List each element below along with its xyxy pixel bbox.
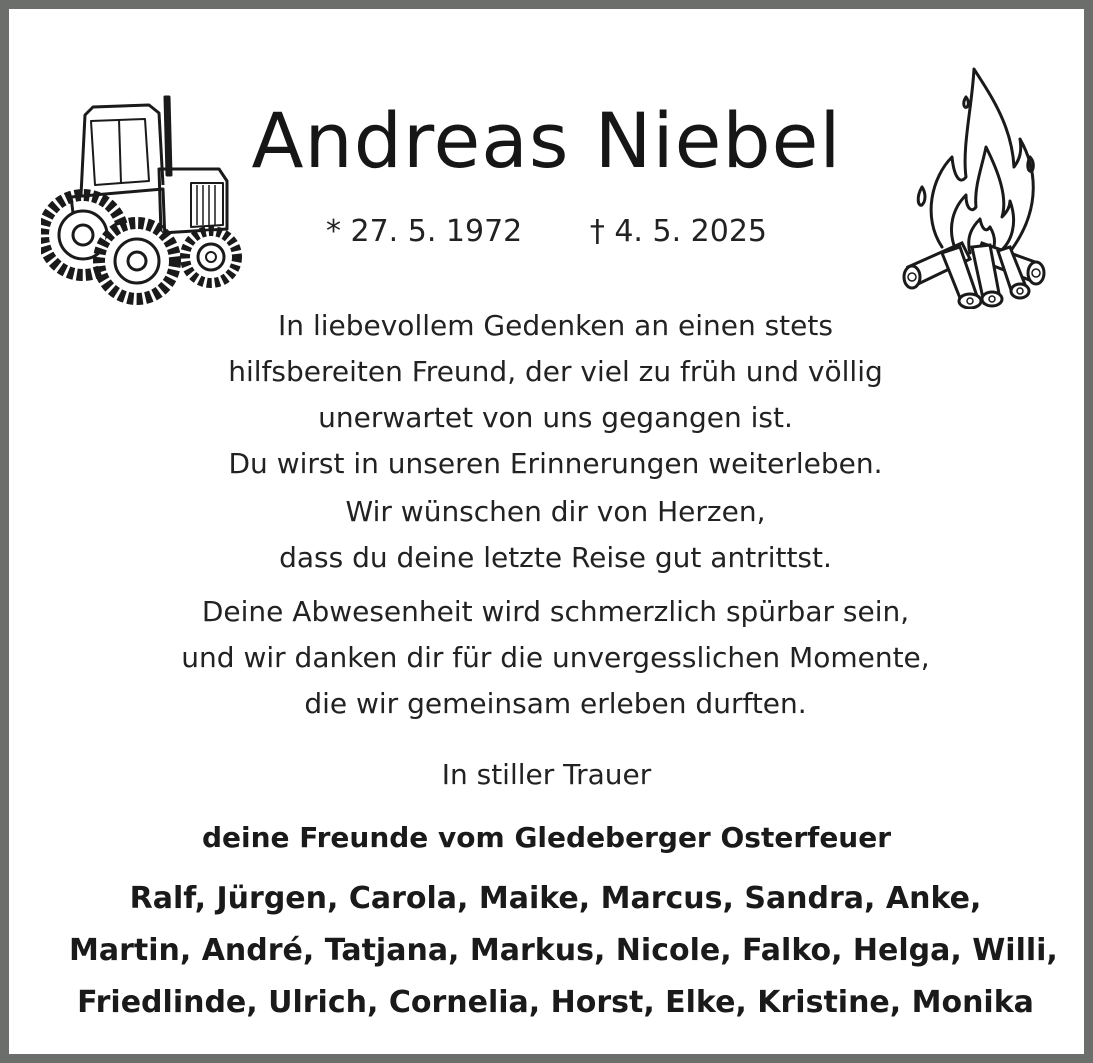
- memorial-paragraph-3: [109, 589, 1002, 727]
- names-line: Ralf, Jürgen, Carola, Maike, Marcus, Sandra, Anke,: [129, 881, 982, 916]
- text-line: Wir wünschen dir von Herzen,: [345, 495, 766, 528]
- text-line: die wir gemeinsam erleben durften.: [304, 687, 807, 720]
- mourning-line: In stiller Trauer: [441, 758, 652, 791]
- text-line: dass du deine letzte Reise gut antrittst.: [279, 541, 832, 574]
- life-dates: [9, 212, 1084, 252]
- text-line: hilfsbereiten Freund, der viel zu früh und völlig: [228, 355, 883, 388]
- death-date: † 4. 5. 2025: [589, 214, 768, 249]
- memorial-paragraph-2: [109, 489, 1002, 581]
- text-line: und wir danken dir für die unvergesslichen Momente,: [181, 641, 930, 674]
- names-line: Friedlinde, Ulrich, Cornelia, Horst, Elke, Kristine, Monika: [77, 985, 1034, 1020]
- mourners-group: deine Freunde vom Gledeberger Osterfeuer: [201, 821, 892, 854]
- text-line: Deine Abwesenheit wird schmerzlich spürbar sein,: [201, 595, 910, 628]
- text-line: In liebevollem Gedenken an einen stets: [278, 309, 833, 342]
- mourners-names: [69, 873, 1058, 1029]
- memorial-paragraph-1: [109, 303, 1002, 487]
- text-line: Du wirst in unseren Erinnerungen weiterleben.: [228, 447, 883, 480]
- names-line: Martin, André, Tatjana, Markus, Nicole, Falko, Helga, Willi,: [69, 933, 1058, 968]
- deceased-name: Andreas Niebel: [251, 96, 842, 185]
- campfire-icon: [902, 67, 1048, 309]
- text-line: unerwartet von uns gegangen ist.: [318, 401, 793, 434]
- birth-date: * 27. 5. 1972: [325, 214, 523, 249]
